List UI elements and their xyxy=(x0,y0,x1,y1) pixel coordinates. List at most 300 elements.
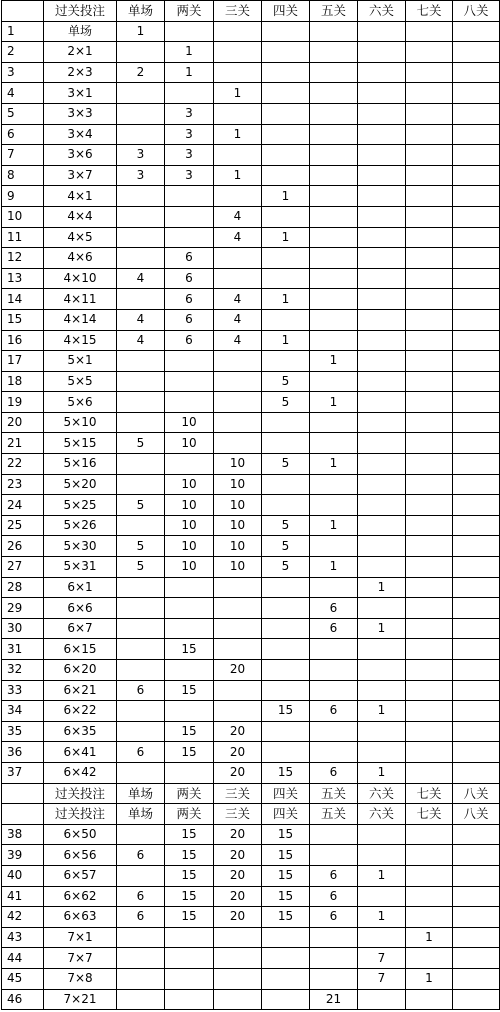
cell-seven-leg xyxy=(406,454,453,475)
cell-bet-type: 6×15 xyxy=(44,639,117,660)
cell-row-number: 15 xyxy=(2,309,44,330)
cell-three-leg xyxy=(214,680,262,701)
cell-four-leg: 15 xyxy=(262,701,310,722)
cell-row-number: 29 xyxy=(2,598,44,619)
cell-bet-type: 7×7 xyxy=(44,948,117,969)
cell-four-leg xyxy=(262,495,310,516)
cell-two-leg xyxy=(165,83,214,104)
cell-row-number: 43 xyxy=(2,927,44,948)
cell-five-leg xyxy=(310,248,358,269)
cell-two-leg: 15 xyxy=(165,886,214,907)
cell-bet-type: 5×5 xyxy=(44,371,117,392)
cell-single: 5 xyxy=(117,536,165,557)
cell-bet-type: 3×4 xyxy=(44,124,117,145)
cell-five-leg xyxy=(310,186,358,207)
cell-five-leg: 6 xyxy=(310,865,358,886)
cell-four-leg: 1 xyxy=(262,289,310,310)
cell-six-leg xyxy=(358,227,406,248)
cell-five-leg xyxy=(310,83,358,104)
header-two-leg: 两关 xyxy=(165,783,214,804)
cell-two-leg xyxy=(165,392,214,413)
cell-three-leg xyxy=(214,186,262,207)
cell-bet-type: 2×1 xyxy=(44,42,117,63)
header-three-leg: 三关 xyxy=(214,804,262,825)
cell-four-leg xyxy=(262,145,310,166)
table-row xyxy=(2,701,500,722)
cell-seven-leg xyxy=(406,989,453,1010)
cell-two-leg: 3 xyxy=(165,145,214,166)
cell-five-leg xyxy=(310,536,358,557)
cell-two-leg xyxy=(165,371,214,392)
table-row xyxy=(2,845,500,866)
cell-row-number: 4 xyxy=(2,83,44,104)
cell-five-leg xyxy=(310,206,358,227)
cell-four-leg xyxy=(262,309,310,330)
cell-single xyxy=(117,206,165,227)
cell-four-leg xyxy=(262,639,310,660)
cell-bet-type: 5×31 xyxy=(44,557,117,578)
cell-three-leg: 1 xyxy=(214,124,262,145)
header-six-leg: 六关 xyxy=(358,804,406,825)
cell-single xyxy=(117,639,165,660)
cell-row-number: 2 xyxy=(2,42,44,63)
table-row xyxy=(2,927,500,948)
table-row xyxy=(2,371,500,392)
cell-seven-leg xyxy=(406,639,453,660)
cell-four-leg xyxy=(262,248,310,269)
cell-row-number: 3 xyxy=(2,62,44,83)
table-row xyxy=(2,412,500,433)
cell-row-number: 38 xyxy=(2,824,44,845)
cell-five-leg xyxy=(310,927,358,948)
cell-row-number: 8 xyxy=(2,165,44,186)
cell-two-leg: 15 xyxy=(165,845,214,866)
cell-eight-leg xyxy=(453,145,500,166)
cell-four-leg xyxy=(262,62,310,83)
cell-four-leg xyxy=(262,598,310,619)
cell-seven-leg xyxy=(406,371,453,392)
cell-bet-type: 3×3 xyxy=(44,103,117,124)
cell-bet-type: 6×63 xyxy=(44,907,117,928)
cell-two-leg xyxy=(165,206,214,227)
cell-two-leg xyxy=(165,351,214,372)
cell-seven-leg xyxy=(406,557,453,578)
cell-six-leg xyxy=(358,248,406,269)
cell-five-leg xyxy=(310,165,358,186)
cell-three-leg: 10 xyxy=(214,474,262,495)
cell-single: 5 xyxy=(117,433,165,454)
cell-six-leg xyxy=(358,989,406,1010)
cell-five-leg: 6 xyxy=(310,762,358,783)
cell-bet-type: 5×6 xyxy=(44,392,117,413)
cell-row-number: 6 xyxy=(2,124,44,145)
cell-single xyxy=(117,351,165,372)
cell-four-leg xyxy=(262,124,310,145)
cell-six-leg xyxy=(358,186,406,207)
cell-five-leg: 1 xyxy=(310,557,358,578)
header-three-leg: 三关 xyxy=(214,1,262,22)
cell-two-leg: 10 xyxy=(165,557,214,578)
cell-bet-type: 2×3 xyxy=(44,62,117,83)
cell-three-leg xyxy=(214,103,262,124)
cell-four-leg xyxy=(262,968,310,989)
cell-five-leg: 6 xyxy=(310,907,358,928)
cell-five-leg: 1 xyxy=(310,351,358,372)
cell-three-leg xyxy=(214,639,262,660)
cell-two-leg: 10 xyxy=(165,536,214,557)
cell-bet-type: 3×7 xyxy=(44,165,117,186)
table-row xyxy=(2,536,500,557)
cell-single xyxy=(117,42,165,63)
table-row xyxy=(2,433,500,454)
cell-five-leg: 6 xyxy=(310,618,358,639)
table-row xyxy=(2,165,500,186)
cell-six-leg: 1 xyxy=(358,865,406,886)
cell-bet-type: 5×30 xyxy=(44,536,117,557)
table-row xyxy=(2,886,500,907)
cell-three-leg xyxy=(214,42,262,63)
header-five-leg: 五关 xyxy=(310,783,358,804)
cell-two-leg xyxy=(165,948,214,969)
cell-two-leg: 3 xyxy=(165,124,214,145)
cell-four-leg xyxy=(262,165,310,186)
cell-eight-leg xyxy=(453,701,500,722)
cell-four-leg: 5 xyxy=(262,515,310,536)
cell-bet-type: 6×6 xyxy=(44,598,117,619)
cell-seven-leg xyxy=(406,83,453,104)
cell-row-number: 42 xyxy=(2,907,44,928)
cell-seven-leg xyxy=(406,762,453,783)
cell-bet-type: 6×1 xyxy=(44,577,117,598)
cell-row-number: 45 xyxy=(2,968,44,989)
cell-two-leg xyxy=(165,227,214,248)
cell-seven-leg xyxy=(406,618,453,639)
cell-seven-leg xyxy=(406,907,453,928)
cell-bet-type: 6×21 xyxy=(44,680,117,701)
cell-eight-leg xyxy=(453,309,500,330)
cell-seven-leg xyxy=(406,227,453,248)
cell-seven-leg xyxy=(406,392,453,413)
cell-five-leg xyxy=(310,227,358,248)
cell-bet-type: 6×22 xyxy=(44,701,117,722)
cell-five-leg xyxy=(310,495,358,516)
cell-three-leg: 20 xyxy=(214,742,262,763)
cell-bet-type: 7×1 xyxy=(44,927,117,948)
cell-five-leg xyxy=(310,680,358,701)
cell-row-number: 5 xyxy=(2,103,44,124)
cell-three-leg xyxy=(214,989,262,1010)
cell-eight-leg xyxy=(453,577,500,598)
cell-row-number: 23 xyxy=(2,474,44,495)
cell-four-leg: 15 xyxy=(262,762,310,783)
cell-six-leg xyxy=(358,454,406,475)
cell-bet-type: 5×20 xyxy=(44,474,117,495)
cell-six-leg: 1 xyxy=(358,907,406,928)
cell-single: 5 xyxy=(117,495,165,516)
table-row xyxy=(2,968,500,989)
cell-single xyxy=(117,103,165,124)
cell-single xyxy=(117,721,165,742)
cell-five-leg xyxy=(310,474,358,495)
cell-row-number: 34 xyxy=(2,701,44,722)
cell-two-leg: 10 xyxy=(165,515,214,536)
cell-eight-leg xyxy=(453,536,500,557)
cell-five-leg xyxy=(310,124,358,145)
cell-row-number: 12 xyxy=(2,248,44,269)
cell-bet-type: 4×11 xyxy=(44,289,117,310)
header-eight-leg: 八关 xyxy=(453,1,500,22)
cell-seven-leg xyxy=(406,268,453,289)
cell-row-number: 36 xyxy=(2,742,44,763)
cell-eight-leg xyxy=(453,598,500,619)
cell-seven-leg xyxy=(406,515,453,536)
cell-five-leg xyxy=(310,845,358,866)
cell-seven-leg xyxy=(406,660,453,681)
cell-seven-leg xyxy=(406,103,453,124)
table-row xyxy=(2,618,500,639)
cell-seven-leg xyxy=(406,309,453,330)
header-seven-leg: 七关 xyxy=(406,783,453,804)
cell-five-leg xyxy=(310,412,358,433)
table-row xyxy=(2,680,500,701)
table-row xyxy=(2,824,500,845)
cell-three-leg xyxy=(214,371,262,392)
cell-single xyxy=(117,824,165,845)
cell-two-leg: 15 xyxy=(165,865,214,886)
cell-three-leg: 20 xyxy=(214,907,262,928)
cell-bet-type: 3×6 xyxy=(44,145,117,166)
table-row xyxy=(2,989,500,1010)
header-three-leg: 三关 xyxy=(214,783,262,804)
cell-five-leg xyxy=(310,948,358,969)
cell-eight-leg xyxy=(453,206,500,227)
cell-single xyxy=(117,701,165,722)
cell-four-leg xyxy=(262,927,310,948)
cell-three-leg xyxy=(214,948,262,969)
cell-eight-leg xyxy=(453,515,500,536)
cell-four-leg xyxy=(262,268,310,289)
cell-seven-leg xyxy=(406,948,453,969)
table-row xyxy=(2,124,500,145)
cell-row-number: 46 xyxy=(2,989,44,1010)
cell-three-leg xyxy=(214,701,262,722)
cell-three-leg xyxy=(214,433,262,454)
cell-eight-leg xyxy=(453,824,500,845)
header-five-leg: 五关 xyxy=(310,804,358,825)
table-row xyxy=(2,206,500,227)
cell-seven-leg xyxy=(406,865,453,886)
cell-seven-leg xyxy=(406,680,453,701)
cell-three-leg: 4 xyxy=(214,289,262,310)
cell-two-leg: 15 xyxy=(165,639,214,660)
cell-eight-leg xyxy=(453,454,500,475)
cell-three-leg xyxy=(214,248,262,269)
cell-three-leg: 20 xyxy=(214,660,262,681)
cell-seven-leg xyxy=(406,165,453,186)
cell-two-leg: 1 xyxy=(165,62,214,83)
cell-five-leg xyxy=(310,309,358,330)
cell-two-leg: 1 xyxy=(165,42,214,63)
cell-six-leg xyxy=(358,21,406,42)
cell-three-leg: 10 xyxy=(214,515,262,536)
table-row xyxy=(2,639,500,660)
cell-two-leg xyxy=(165,186,214,207)
cell-bet-type: 4×1 xyxy=(44,186,117,207)
cell-seven-leg xyxy=(406,886,453,907)
cell-single: 4 xyxy=(117,309,165,330)
cell-two-leg: 15 xyxy=(165,742,214,763)
cell-bet-type: 5×15 xyxy=(44,433,117,454)
header-bet-type: 过关投注 xyxy=(44,804,117,825)
cell-single xyxy=(117,186,165,207)
cell-six-leg: 1 xyxy=(358,701,406,722)
cell-four-leg xyxy=(262,42,310,63)
cell-three-leg: 20 xyxy=(214,886,262,907)
cell-two-leg xyxy=(165,454,214,475)
header-single: 单场 xyxy=(117,804,165,825)
cell-row-number: 10 xyxy=(2,206,44,227)
cell-four-leg: 15 xyxy=(262,824,310,845)
cell-six-leg xyxy=(358,474,406,495)
cell-two-leg: 6 xyxy=(165,268,214,289)
cell-eight-leg xyxy=(453,762,500,783)
cell-single xyxy=(117,289,165,310)
header-five-leg: 五关 xyxy=(310,1,358,22)
cell-eight-leg xyxy=(453,186,500,207)
cell-eight-leg xyxy=(453,165,500,186)
cell-four-leg: 5 xyxy=(262,371,310,392)
cell-eight-leg xyxy=(453,268,500,289)
cell-six-leg xyxy=(358,495,406,516)
cell-three-leg: 20 xyxy=(214,824,262,845)
cell-eight-leg xyxy=(453,392,500,413)
header-two-leg: 两关 xyxy=(165,804,214,825)
cell-five-leg: 6 xyxy=(310,701,358,722)
cell-four-leg xyxy=(262,948,310,969)
cell-seven-leg xyxy=(406,145,453,166)
cell-three-leg xyxy=(214,351,262,372)
parlay-bet-table xyxy=(1,0,500,1010)
cell-three-leg xyxy=(214,145,262,166)
cell-single xyxy=(117,927,165,948)
table-row xyxy=(2,577,500,598)
cell-single: 3 xyxy=(117,165,165,186)
cell-four-leg: 15 xyxy=(262,907,310,928)
header-four-leg: 四关 xyxy=(262,783,310,804)
cell-single xyxy=(117,948,165,969)
cell-row-number: 13 xyxy=(2,268,44,289)
cell-six-leg xyxy=(358,742,406,763)
cell-single xyxy=(117,392,165,413)
cell-three-leg: 10 xyxy=(214,495,262,516)
header-two-leg: 两关 xyxy=(165,1,214,22)
cell-row-number: 26 xyxy=(2,536,44,557)
cell-three-leg: 10 xyxy=(214,454,262,475)
cell-five-leg xyxy=(310,103,358,124)
cell-row-number: 20 xyxy=(2,412,44,433)
cell-six-leg xyxy=(358,206,406,227)
table-row xyxy=(2,865,500,886)
cell-six-leg xyxy=(358,927,406,948)
cell-six-leg: 1 xyxy=(358,762,406,783)
cell-three-leg: 20 xyxy=(214,721,262,742)
cell-five-leg xyxy=(310,145,358,166)
table-row xyxy=(2,660,500,681)
header-six-leg: 六关 xyxy=(358,783,406,804)
cell-bet-type: 6×20 xyxy=(44,660,117,681)
cell-single xyxy=(117,989,165,1010)
cell-seven-leg xyxy=(406,42,453,63)
table-row xyxy=(2,227,500,248)
cell-six-leg xyxy=(358,330,406,351)
header-eight-leg: 八关 xyxy=(453,804,500,825)
cell-eight-leg xyxy=(453,248,500,269)
cell-four-leg: 1 xyxy=(262,227,310,248)
table-row xyxy=(2,762,500,783)
cell-seven-leg xyxy=(406,330,453,351)
cell-five-leg xyxy=(310,824,358,845)
cell-row-number: 9 xyxy=(2,186,44,207)
cell-four-leg: 1 xyxy=(262,330,310,351)
cell-single xyxy=(117,124,165,145)
cell-three-leg: 10 xyxy=(214,536,262,557)
cell-five-leg: 6 xyxy=(310,886,358,907)
cell-row-number: 1 xyxy=(2,21,44,42)
cell-six-leg xyxy=(358,392,406,413)
cell-seven-leg xyxy=(406,495,453,516)
cell-eight-leg xyxy=(453,495,500,516)
table-row xyxy=(2,248,500,269)
cell-single xyxy=(117,248,165,269)
cell-eight-leg xyxy=(453,103,500,124)
table-row xyxy=(2,557,500,578)
cell-six-leg xyxy=(358,62,406,83)
cell-seven-leg xyxy=(406,742,453,763)
cell-four-leg: 5 xyxy=(262,454,310,475)
cell-two-leg xyxy=(165,701,214,722)
cell-three-leg: 20 xyxy=(214,845,262,866)
table-row xyxy=(2,515,500,536)
table-header-row xyxy=(2,1,500,22)
table-row xyxy=(2,721,500,742)
cell-four-leg xyxy=(262,83,310,104)
cell-three-leg xyxy=(214,927,262,948)
cell-eight-leg xyxy=(453,886,500,907)
cell-four-leg xyxy=(262,351,310,372)
cell-bet-type: 7×8 xyxy=(44,968,117,989)
cell-single xyxy=(117,412,165,433)
cell-two-leg: 6 xyxy=(165,309,214,330)
cell-row-number: 19 xyxy=(2,392,44,413)
table-row xyxy=(2,495,500,516)
cell-eight-leg xyxy=(453,371,500,392)
cell-four-leg: 5 xyxy=(262,392,310,413)
header-seven-leg: 七关 xyxy=(406,1,453,22)
cell-single: 6 xyxy=(117,680,165,701)
cell-six-leg xyxy=(358,351,406,372)
cell-two-leg xyxy=(165,660,214,681)
cell-eight-leg xyxy=(453,680,500,701)
cell-seven-leg xyxy=(406,124,453,145)
cell-eight-leg xyxy=(453,412,500,433)
cell-single xyxy=(117,968,165,989)
cell-seven-leg xyxy=(406,598,453,619)
cell-single xyxy=(117,83,165,104)
cell-six-leg xyxy=(358,309,406,330)
cell-eight-leg xyxy=(453,433,500,454)
table-row xyxy=(2,907,500,928)
cell-four-leg: 15 xyxy=(262,865,310,886)
